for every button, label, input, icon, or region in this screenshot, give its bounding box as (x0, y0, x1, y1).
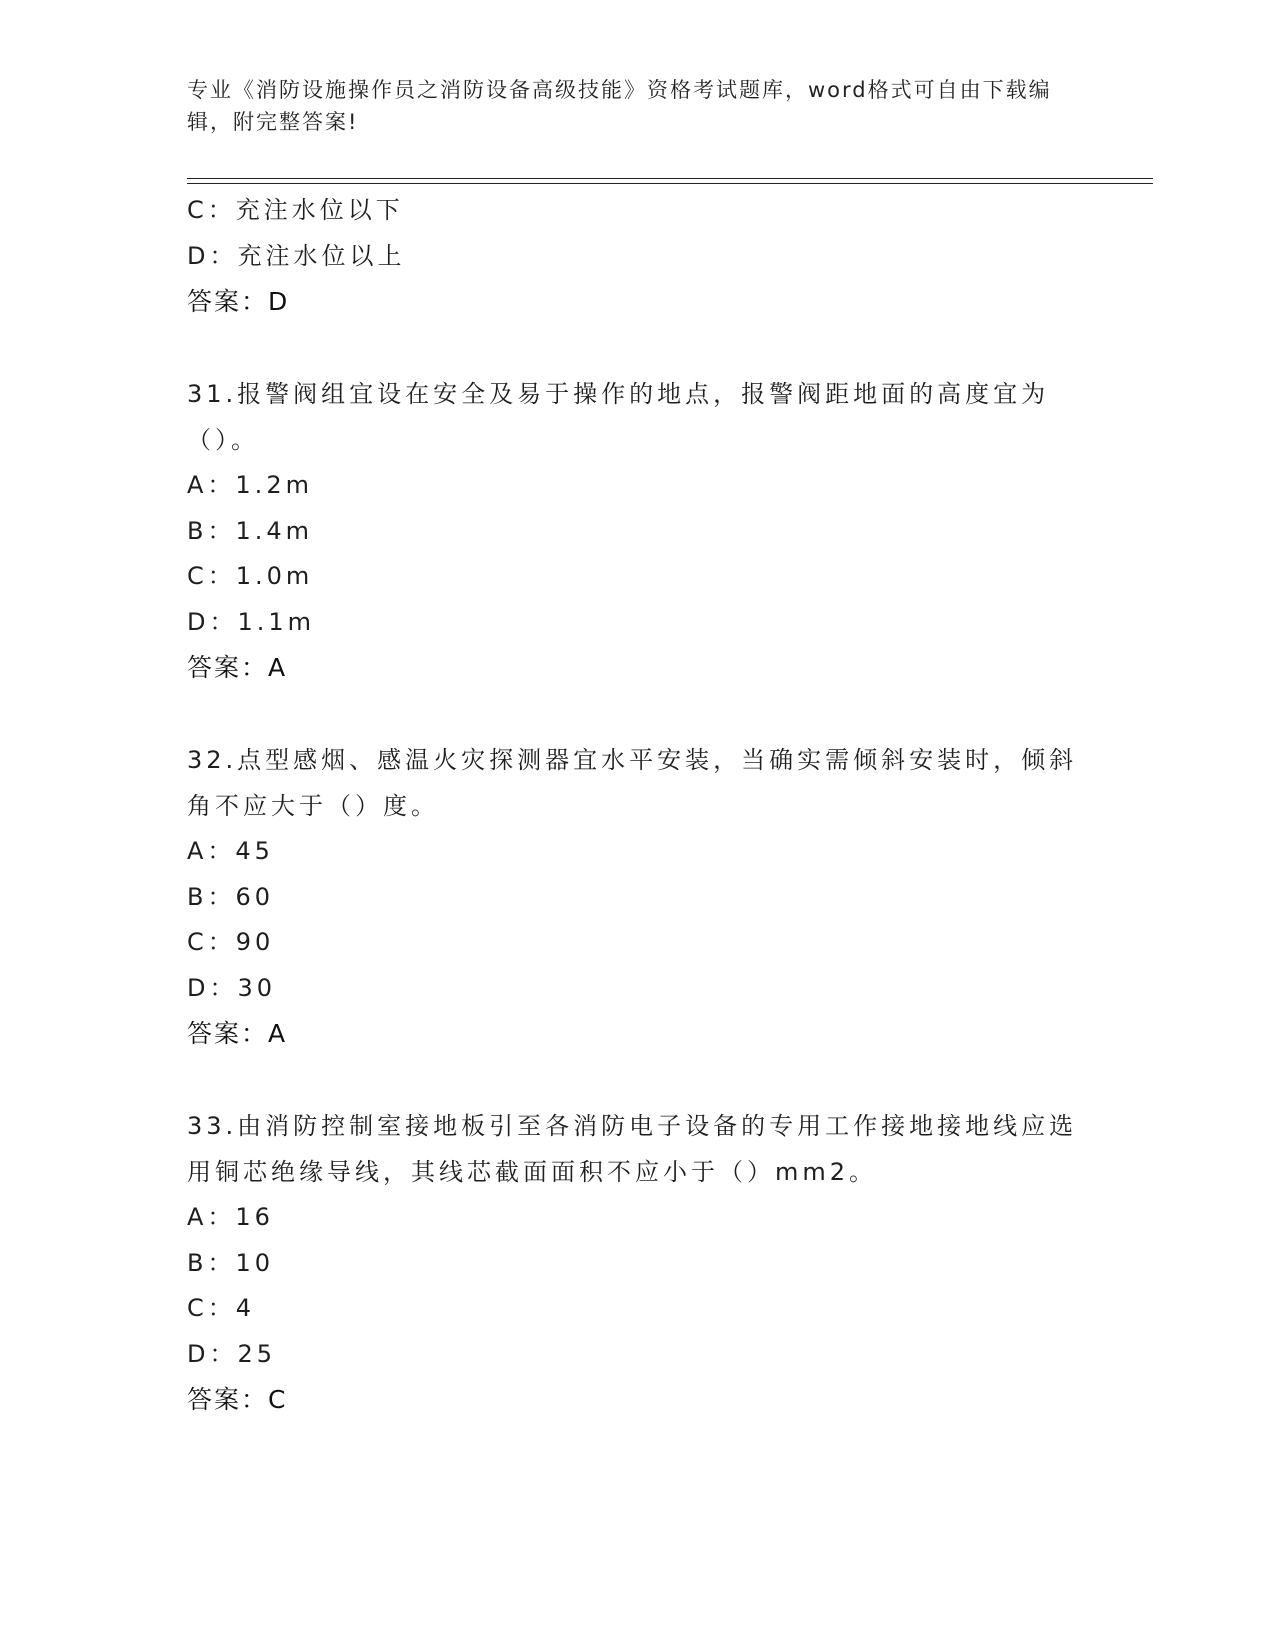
header-rule-bottom (187, 183, 1153, 184)
question-text: 33.由消防控制室接地板引至各消防电子设备的专用工作接地接地线应选用铜芯绝缘导线，其线芯截面面积不应小于（）mm2。 (187, 1112, 1078, 1186)
option-a: A：1.2m (187, 471, 313, 499)
option-a: A：16 (187, 1203, 274, 1231)
option-a: A：45 (187, 837, 274, 865)
question-text: 32.点型感烟、感温火灾探测器宜水平安装，当确实需倾斜安装时，倾斜角不应大于（）度。 (187, 746, 1078, 820)
answer-line: 答案：C (187, 1385, 288, 1414)
continued-question (187, 188, 1087, 325)
answer-line: 答案：D (187, 287, 290, 316)
option-b: B：1.4m (187, 516, 314, 545)
document-header: 专业《消防设施操作员之消防设备高级技能》资格考试题库，word格式可自由下载编辑，附完整答案! (187, 78, 1052, 134)
option-d: D：充注水位以上 (187, 241, 406, 270)
document-body (187, 188, 1087, 1423)
option-b: B：60 (187, 882, 275, 911)
answer-line: 答案：A (187, 653, 288, 682)
question-text: 31.报警阀组宜设在安全及易于操作的地点，报警阀距地面的高度宜为（）。 (187, 380, 1050, 454)
option-b: B：10 (187, 1248, 275, 1277)
option-d: D：1.1m (187, 607, 316, 636)
header-rule-top (187, 178, 1153, 179)
question-33 (187, 1101, 1087, 1423)
answer-line: 答案：A (187, 1019, 288, 1048)
option-c: C：4 (187, 1294, 256, 1322)
option-c: C：充注水位以下 (187, 196, 404, 224)
option-c: C：1.0m (187, 562, 314, 590)
question-32 (187, 735, 1087, 1057)
option-d: D：30 (187, 973, 277, 1002)
option-d: D：25 (187, 1339, 277, 1368)
question-31 (187, 369, 1087, 691)
option-c: C：90 (187, 928, 275, 956)
